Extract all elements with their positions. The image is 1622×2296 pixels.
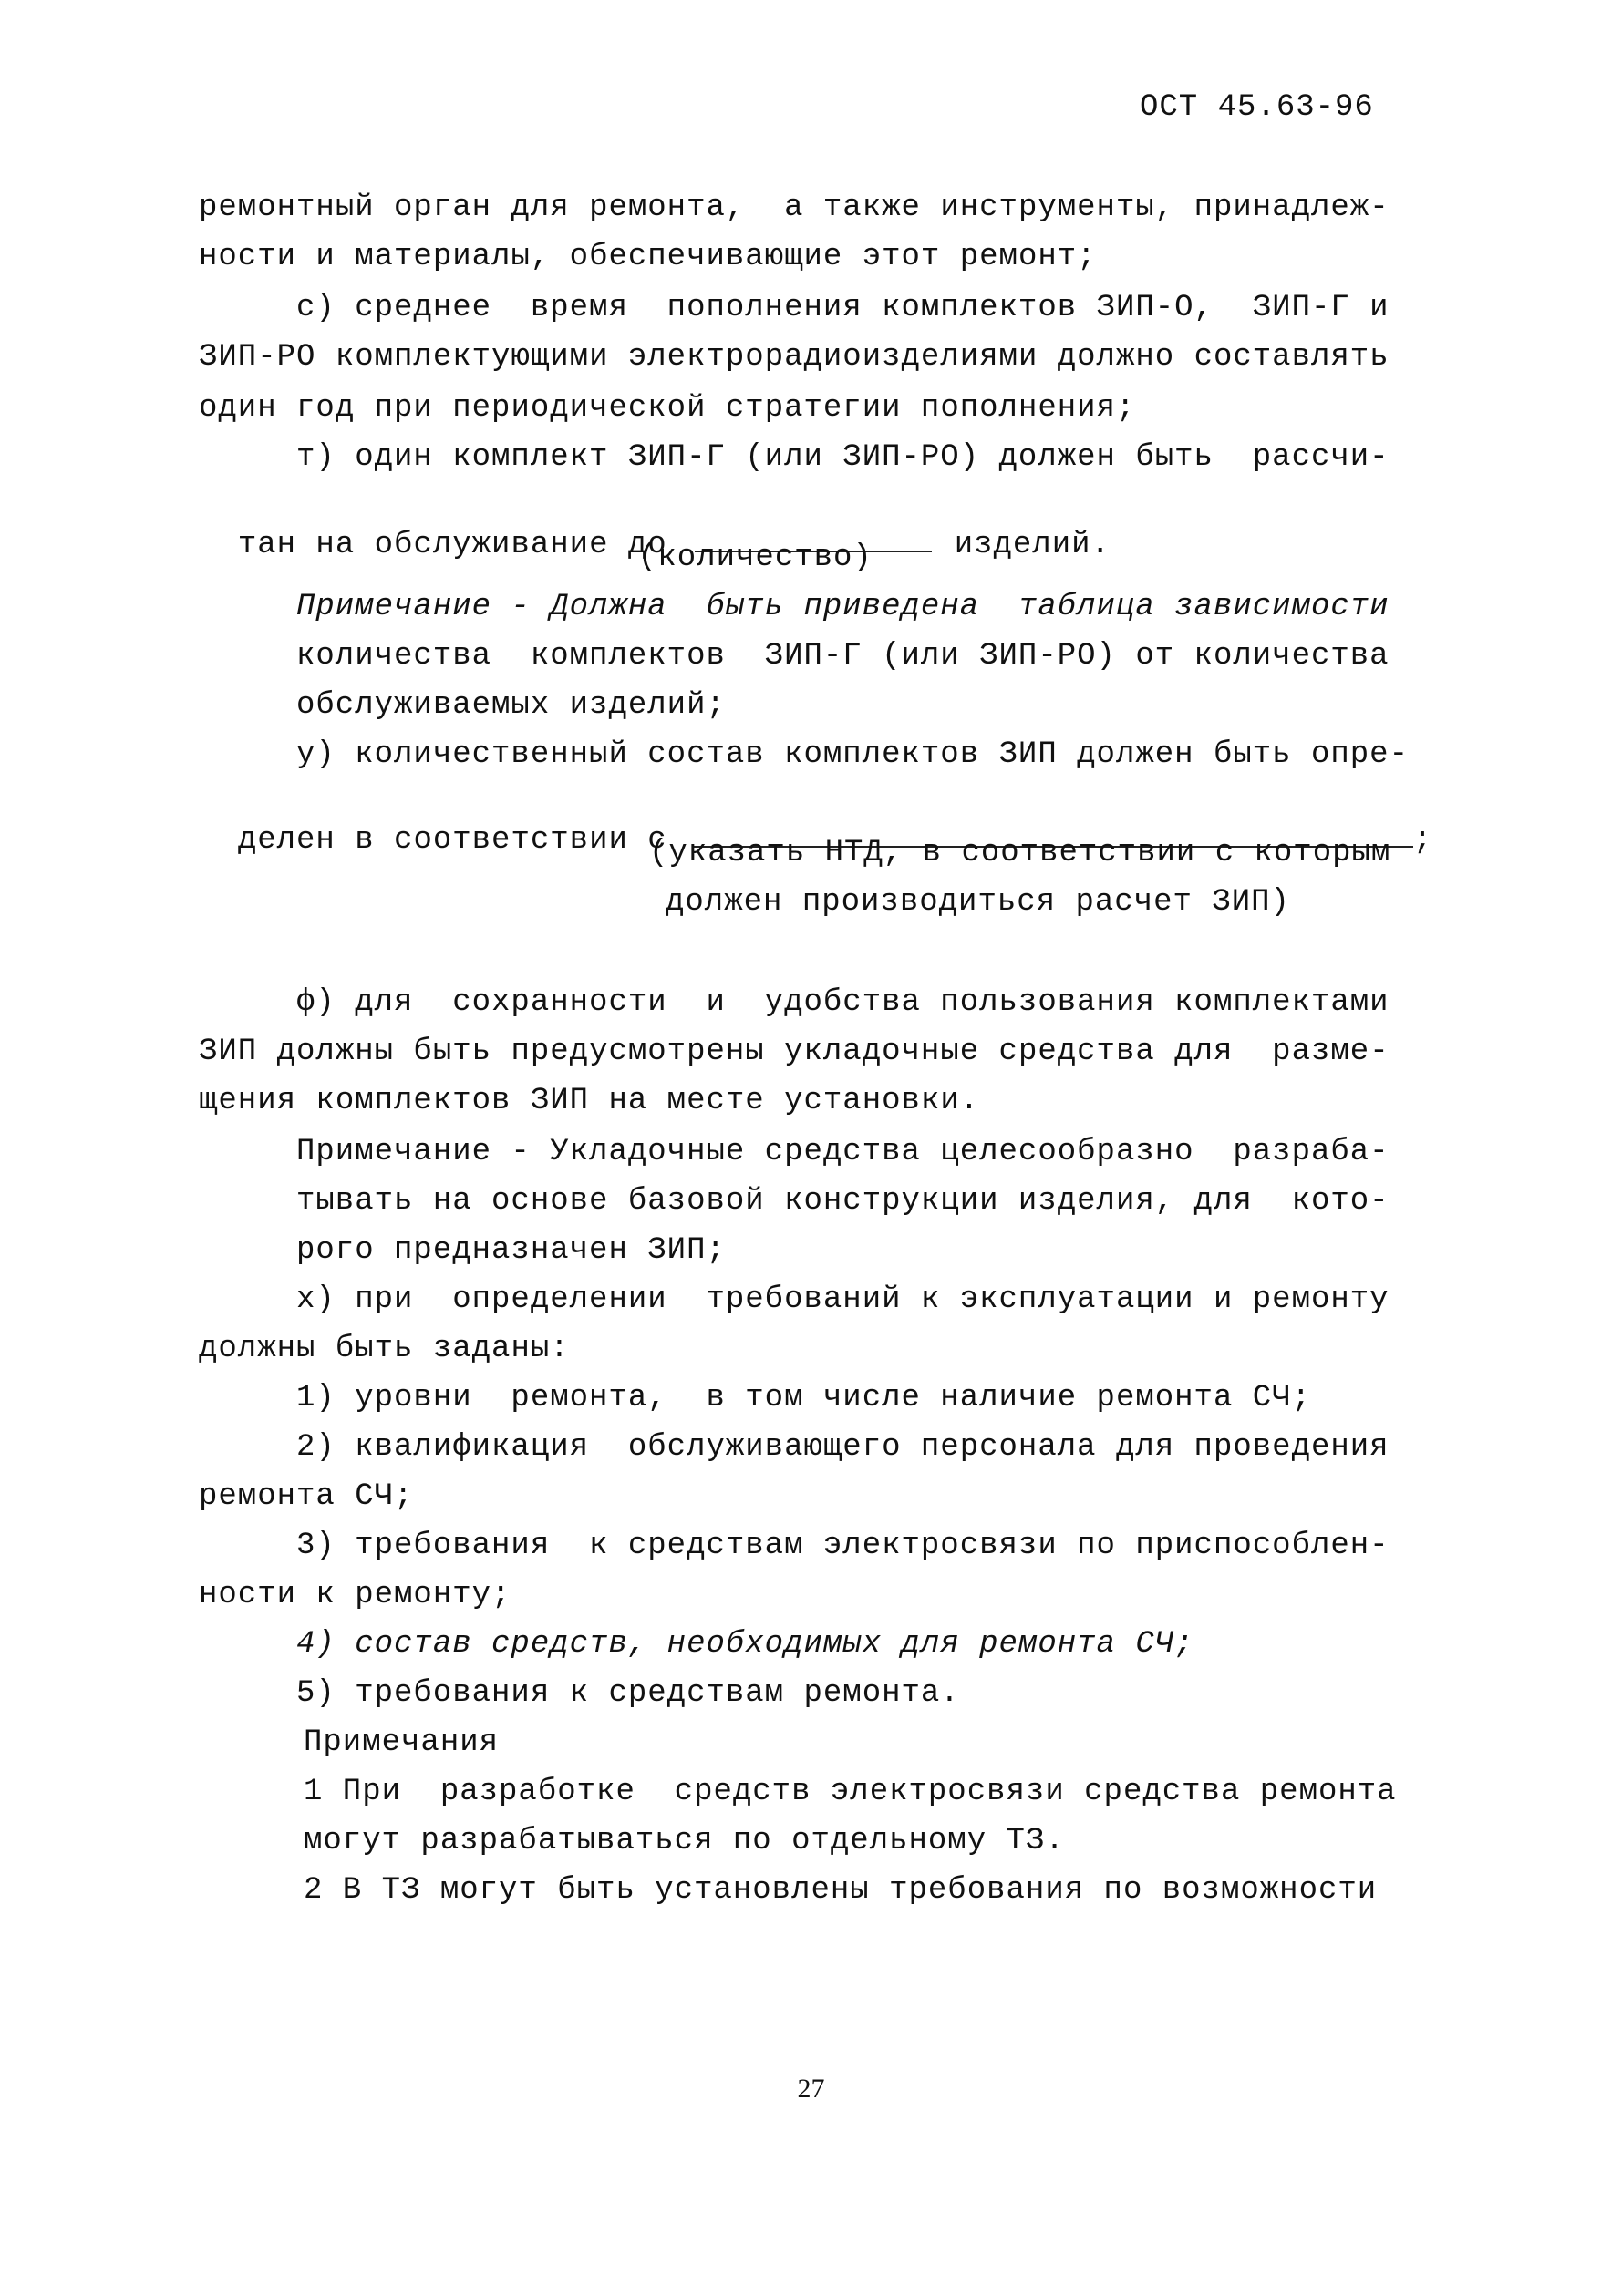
- list-item: 5) требования к средствам ремонта.: [296, 1676, 960, 1711]
- note-line: Примечание - Укладочные средства целесообразно разраба-: [296, 1135, 1390, 1169]
- text-line: х) при определении требований к эксплуатации и ремонту: [296, 1282, 1390, 1317]
- list-item: 4) состав средств, необходимых для ремонта СЧ;: [296, 1627, 1194, 1662]
- text-line: с) среднее время пополнения комплектов ЗИП-О, ЗИП-Г и: [296, 291, 1390, 325]
- text-fragment: изделий.: [954, 528, 1111, 562]
- list-item: 2) квалификация обслуживающего персонала для проведения: [296, 1430, 1390, 1465]
- text-fragment: делен в соответствии с: [237, 823, 667, 858]
- note-line: количества комплектов ЗИП-Г (или ЗИП-РО) от количества: [296, 639, 1390, 674]
- text-line: ности и материалы, обеспечивающие этот ремонт;: [199, 240, 1097, 274]
- notes-heading: Примечания: [304, 1725, 500, 1760]
- note-line: обслуживаемых изделий;: [296, 688, 726, 723]
- text-fragment: тан на обслуживание до: [237, 528, 667, 562]
- text-line: ф) для сохранности и удобства пользования комплектами: [296, 985, 1390, 1020]
- note-line: 1 При разработке средств электросвязи средства ремонта: [304, 1775, 1397, 1809]
- text-fragment: ;: [1412, 823, 1433, 858]
- blank-caption: (указать НТД, в соответствии с которым: [649, 836, 1391, 870]
- note-line: рого предназначен ЗИП;: [296, 1233, 726, 1268]
- list-item: 1) уровни ремонта, в том числе наличие ремонта СЧ;: [296, 1381, 1311, 1416]
- list-item-cont: ности к ремонту;: [199, 1578, 511, 1612]
- text-line: щения комплектов ЗИП на месте установки.: [199, 1084, 980, 1118]
- text-line: ЗИП-РО комплектующими электрорадиоизделиями должно составлять: [199, 340, 1390, 375]
- list-item: 3) требования к средствам электросвязи по приспособлен-: [296, 1529, 1390, 1563]
- note-line: Примечание - Должна быть приведена таблица зависимости: [296, 590, 1390, 624]
- page-number: 27: [797, 2074, 825, 2104]
- text-line: ремонтный орган для ремонта, а также инструменты, принадлеж-: [199, 190, 1390, 225]
- text-line: должны быть заданы:: [199, 1332, 570, 1366]
- text-line: один год при периодической стратегии пополнения;: [199, 391, 1136, 426]
- text-line: у) количественный состав комплектов ЗИП должен быть опре-: [296, 737, 1409, 772]
- blank-caption: (количество): [638, 541, 873, 575]
- list-item-cont: ремонта СЧ;: [199, 1479, 414, 1514]
- blank-caption: должен производиться расчет ЗИП): [666, 885, 1290, 920]
- text-line: ЗИП должны быть предусмотрены укладочные средства для разме-: [199, 1035, 1390, 1069]
- text-line: т) один комплект ЗИП-Г (или ЗИП-РО) должен быть рассчи-: [296, 440, 1390, 475]
- note-line: тывать на основе базовой конструкции изделия, для кото-: [296, 1184, 1390, 1219]
- doc-code: ОСТ 45.63-96: [1140, 90, 1374, 125]
- note-line: могут разрабатываться по отдельному ТЗ.: [304, 1824, 1065, 1858]
- note-line: 2 В ТЗ могут быть установлены требования по возможности: [304, 1873, 1378, 1908]
